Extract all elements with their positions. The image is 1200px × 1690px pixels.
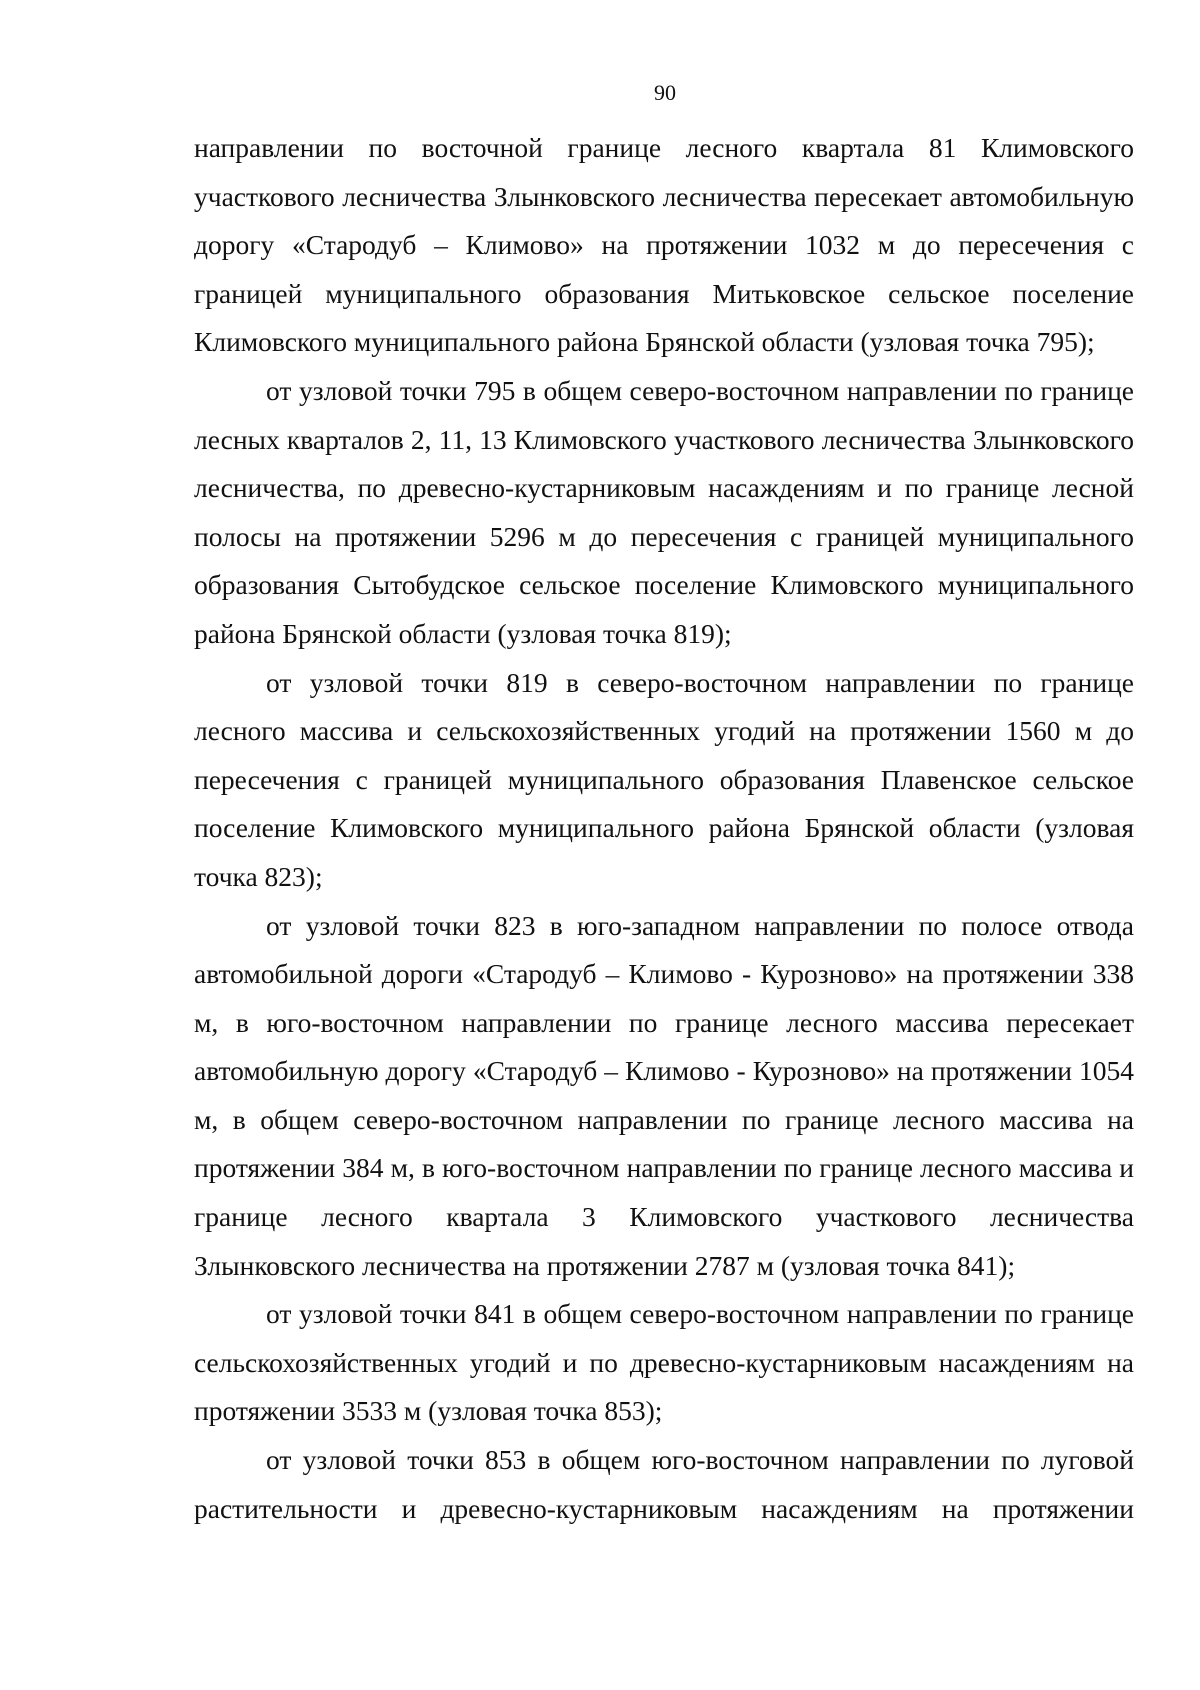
paragraph-node-841: от узловой точки 841 в общем северо-восточном направлении по границе сельскохозяйственных угодий и по древесно-кустарниковым насаждениям на протяжении 3533 м (узловая точка 853); [194, 1298, 1134, 1427]
page-number: 90 [654, 80, 676, 105]
paragraph-node-823: от узловой точки 823 в юго-западном направлении по полосе отвода автомобильной дороги «Стародуб – Климово - Курозново» на протяжении 338 м, в юго-восточном направлении по границе лесного массива пересекает автомобильную дорогу «Стародуб – Климово - Курозново» на протяжении 1054 м, в общем северо-восточном направлении по границе лесного массива на протяжении 384 м, в юго-восточном направлении по границе лесного массива и границе лесного квартала 3 Климовского участкового лесничества Злынковского лесничества на протяжении 2787 м (узловая точка 841); [194, 909, 1134, 1281]
paragraph-node-795: от узловой точки 795 в общем северо-восточном направлении по границе лесных кварталов 2, 11, 13 Климовского участкового лесничества Злынковского лесничества, по древесно-кустарниковым насаждениям и по границе лесной полосы на протяжении 5296 м до пересечения с границей муниципального образования Сытобудское сельское поселение Климовского муниципального района Брянской области (узловая точка 819); [194, 374, 1134, 649]
paragraph-node-853: от узловой точки 853 в общем юго-восточном направлении по луговой растительности и древесно-кустарниковым насаждениям на протяжении [194, 1444, 1134, 1524]
paragraph-node-819: от узловой точки 819 в северо-восточном направлении по границе лесного массива и сельскохозяйственных угодий на протяжении 1560 м до пересечения с границей муниципального образования Плавенское сельское поселение Климовского муниципального района Брянской области (узловая точка 823); [194, 666, 1134, 892]
document-body [194, 124, 1134, 1533]
paragraph-continuation: направлении по восточной границе лесного квартала 81 Климовского участкового лесничества Злынковского лесничества пересекает автомобильную дорогу «Стародуб – Климово» на протяжении 1032 м до пересечения с границей муниципального образования Митьковское сельское поселение Климовского муниципального района Брянской области (узловая точка 795); [194, 132, 1134, 358]
